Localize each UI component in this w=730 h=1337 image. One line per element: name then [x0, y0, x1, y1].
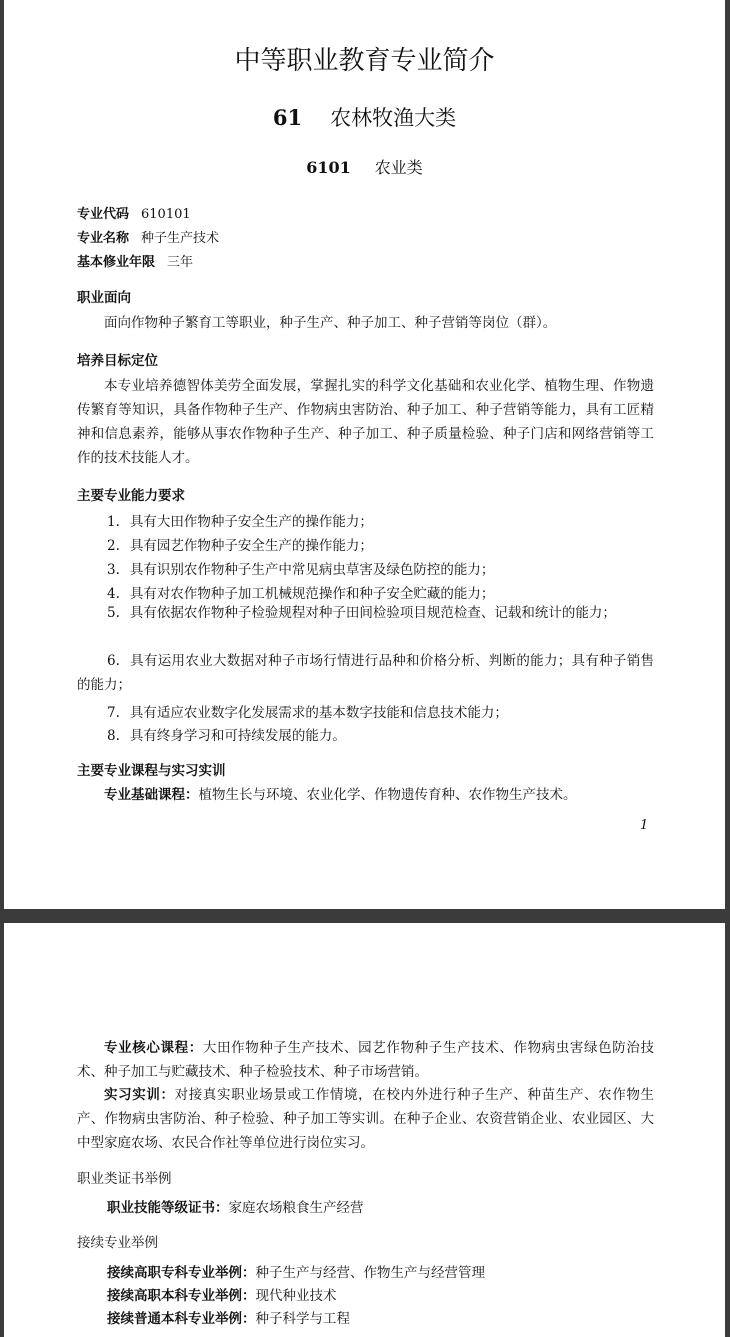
- page-1: [4, 0, 725, 909]
- practice-label: 实习实训：: [104, 1087, 175, 1103]
- ability-item-4: 4. 具有对农作物种子加工机械规范操作和种子安全贮藏的能力；: [107, 586, 495, 602]
- meta-code-label: 专业代码: [77, 207, 130, 222]
- further-line-3: 接续普通本科专业举例：种子科学与工程: [107, 1311, 350, 1327]
- subcategory-name: 农业类: [374, 158, 423, 177]
- career-text: 面向作物种子繁育工等职业，种子生产、种子加工、种子营销等岗位（群）。: [104, 315, 557, 331]
- cert-text: 家庭农场粮食生产经营: [228, 1200, 364, 1216]
- basic-courses: [77, 783, 654, 807]
- category-name: 农林牧渔大类: [330, 106, 457, 130]
- cert-line: [107, 1196, 364, 1216]
- meta-code-value: 610101: [141, 207, 191, 222]
- meta-name-value: 种子生产技术: [141, 231, 220, 246]
- category-heading: [4, 102, 725, 132]
- core-courses: [77, 1036, 654, 1084]
- ability-item-8: 8. 具有终身学习和可持续发展的能力。: [107, 728, 346, 744]
- career-heading: 职业面向: [77, 290, 131, 306]
- meta-name-label: 专业名称: [77, 231, 130, 246]
- document-title: 中等职业教育专业简介: [234, 46, 495, 76]
- practice-text: 对接真实职业场景或工作情境，在校内外进行种子生产、种苗生产、农作物生产、作物病虫害防治、种子检验、种子加工等实训。在种子企业、农资营销企业、农业园区、大中型家庭农场、农民合作社等单位进行岗位实习。: [77, 1087, 655, 1151]
- meta-code: [77, 203, 191, 222]
- basic-courses-text: 植物生长与环境、农业化学、作物遗传育种、农作物生产技术。: [198, 787, 577, 803]
- basic-courses-label: 专业基础课程：: [104, 787, 199, 803]
- ability-item-6: 6. 具有运用农业大数据对种子市场行情进行品种和价格分析、判断的能力；具有种子销售的能力；: [77, 653, 654, 693]
- category-code: 61: [272, 105, 303, 130]
- meta-years: [77, 251, 193, 270]
- cert-label: 职业技能等级证书：: [107, 1200, 229, 1216]
- core-courses-text: 大田作物种子生产技术、园艺作物种子生产技术、作物病虫害绿色防治技术、种子加工与贮藏技术、种子检验技术、种子市场营销。: [77, 1040, 655, 1080]
- subcategory-heading: [4, 155, 725, 178]
- ability-item-1: 1. 具有大田作物种子安全生产的操作能力；: [107, 514, 373, 530]
- further-line-2: 接续高职本科专业举例：现代种业技术: [107, 1288, 337, 1304]
- courses-heading: 主要专业课程与实习实训: [77, 763, 226, 779]
- cert-heading: 职业类证书举例: [77, 1171, 172, 1187]
- goal-text: 本专业培养德智体美劳全面发展，掌握扎实的科学文化基础和农业化学、植物生理、作物遗传繁育等知识，具备作物种子生产、作物病虫害防治、种子加工、种子营销等能力，具有工匠精神和信息素养，能够从事农作物种子生产、种子加工、种子质量检验、种子门店和网络营销等工作的技术技能人才。: [77, 378, 654, 466]
- ability-item-7: 7. 具有适应农业数字化发展需求的基本数字技能和信息技术能力；: [107, 705, 508, 721]
- further-heading: 接续专业举例: [77, 1235, 158, 1251]
- subcategory-code: 6101: [306, 158, 351, 177]
- practice: [77, 1083, 654, 1155]
- core-courses-label: 专业核心课程：: [104, 1040, 203, 1056]
- meta-years-value: 三年: [167, 255, 194, 270]
- ability-item-3: 3. 具有识别农作物种子生产中常见病虫草害及绿色防控的能力；: [107, 562, 495, 578]
- meta-years-label: 基本修业年限: [77, 255, 156, 270]
- further-line-1: 接续高职专科专业举例：种子生产与经营、作物生产与经营管理: [107, 1265, 485, 1281]
- ability-item-2: 2. 具有园艺作物种子安全生产的操作能力；: [107, 538, 373, 554]
- meta-name: [77, 227, 219, 246]
- page-2: [4, 923, 725, 1337]
- page-number: 1: [640, 818, 649, 833]
- ability-item-5: 5. 具有依据农作物种子检验规程对种子田间检验项目规范检查、记载和统计的能力；: [107, 605, 616, 621]
- goal-heading: 培养目标定位: [77, 353, 158, 369]
- abilities-heading: 主要专业能力要求: [77, 488, 185, 504]
